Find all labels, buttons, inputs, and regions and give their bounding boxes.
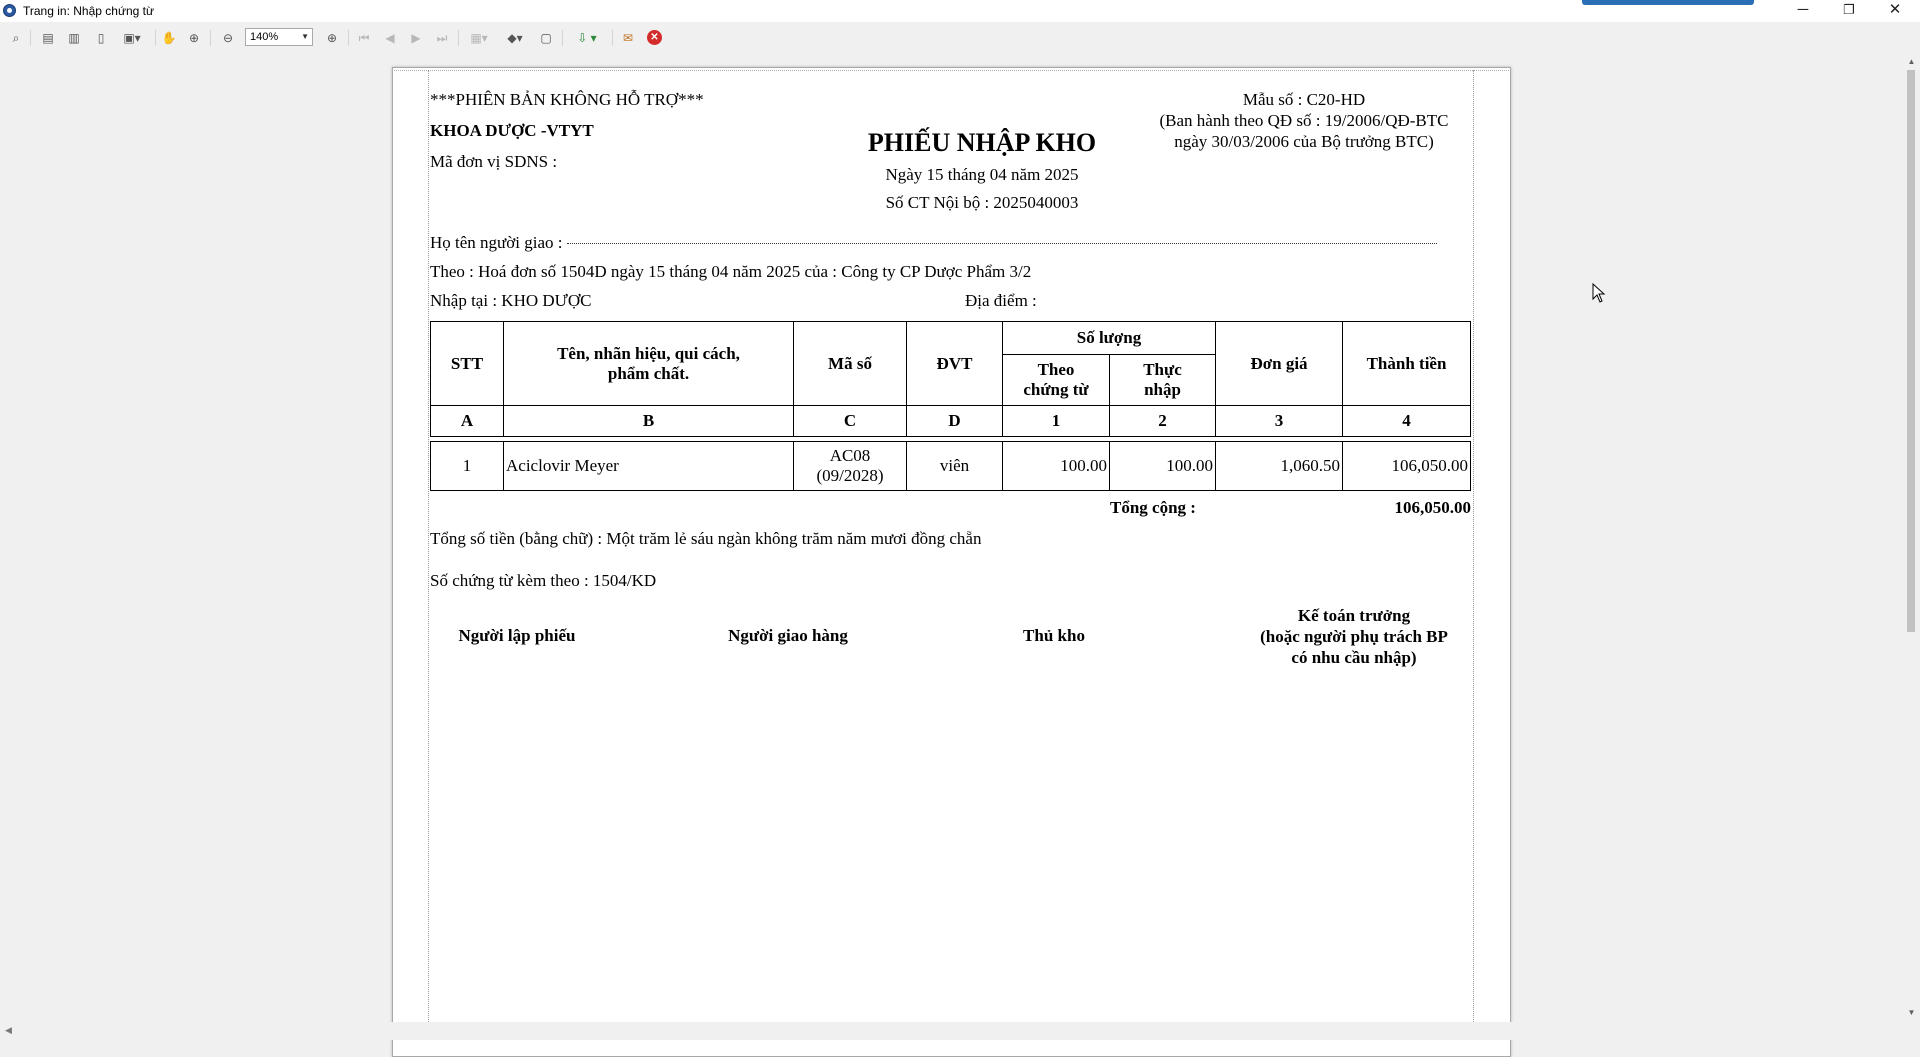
document-date: Ngày 15 tháng 04 năm 2025 <box>885 165 1079 184</box>
scroll-up-icon[interactable]: ▲ <box>1907 57 1916 66</box>
total-value: 106,050.00 <box>1394 498 1471 517</box>
table-row <box>431 442 1471 491</box>
close-button[interactable]: ✕ <box>1888 1 1902 18</box>
form-issued-line1: (Ban hành theo QĐ số : 19/2006/QĐ-BTC <box>1159 111 1449 130</box>
header-qty-by-document: Theo chứng từ <box>1003 355 1110 406</box>
first-page-icon[interactable]: ⏮ <box>358 30 370 45</box>
header-code: Mã số <box>794 322 907 406</box>
header-quantity: Số lượng <box>1003 322 1216 355</box>
table-index-row <box>431 406 1471 437</box>
email-icon[interactable]: ✉ <box>622 31 634 45</box>
scroll-left-icon[interactable]: ◀ <box>5 1025 12 1035</box>
vertical-scrollbar[interactable] <box>1903 54 1920 1022</box>
header-amount: Thành tiền <box>1343 322 1471 406</box>
header-unit: ĐVT <box>907 322 1003 406</box>
zoom-select[interactable] <box>245 28 313 46</box>
cell-code: AC08 (09/2028) <box>794 442 907 491</box>
watermark-icon[interactable]: ▢ <box>540 31 552 45</box>
print-page <box>392 67 1511 1057</box>
scrollbar-thumb[interactable] <box>1907 70 1915 632</box>
header-item-name: Tên, nhãn hiệu, qui cách, phẩm chất. <box>504 322 794 406</box>
index-cell: 1 <box>1003 406 1110 437</box>
zoom-in-icon[interactable]: ⊕ <box>188 31 200 45</box>
attached-documents: Số chứng từ kèm theo : 1504/KD <box>430 571 657 590</box>
title-bar <box>0 0 1920 22</box>
location-label: Địa điểm : <box>965 291 1037 310</box>
form-issued-line2: ngày 30/03/2006 của Bộ trưởng BTC) <box>1174 132 1434 151</box>
close-preview-icon[interactable]: ✕ <box>647 30 662 45</box>
quick-print-icon[interactable]: ▥ <box>68 31 80 45</box>
restore-button[interactable]: ❐ <box>1843 2 1855 17</box>
zoom-in-icon[interactable]: ⊕ <box>326 31 338 45</box>
toolbar-separator <box>562 30 563 46</box>
zoom-out-icon[interactable]: ⊖ <box>222 31 234 45</box>
page-setup-icon[interactable]: ▯ <box>97 31 105 45</box>
color-icon[interactable]: ◆▾ <box>507 31 523 45</box>
total-label: Tổng cộng : <box>1110 498 1196 517</box>
cell-qty-actual: 100.00 <box>1110 442 1216 491</box>
table-header-row <box>431 322 1471 355</box>
amount-in-words: Tổng số tiền (bằng chữ) : Một trăm lẻ sáu ngàn không trăm năm mươi đồng chẵn <box>430 529 982 548</box>
deliverer-label: Họ tên người giao : <box>430 233 563 252</box>
index-cell: 2 <box>1110 406 1216 437</box>
mouse-cursor-icon <box>1592 283 1606 303</box>
cell-item-name: Aciclovir Meyer <box>504 442 794 491</box>
index-cell: D <box>907 406 1003 437</box>
toolbar-separator <box>155 30 156 46</box>
form-number: Mẫu số : C20-HD <box>1242 90 1366 109</box>
header-stt: STT <box>431 322 504 406</box>
unsupported-notice: ***PHIÊN BẢN KHÔNG HỖ TRỢ*** <box>430 90 704 109</box>
multipage-icon[interactable]: ▦▾ <box>470 31 488 45</box>
zoom-value: 140% <box>250 31 279 43</box>
print-icon[interactable]: ▤ <box>42 31 54 45</box>
toolbar-separator <box>30 30 31 46</box>
scroll-down-icon[interactable]: ▼ <box>1907 1008 1916 1017</box>
signature-storekeeper: Thủ kho <box>1023 626 1085 645</box>
header-unit-price: Đơn giá <box>1216 322 1343 406</box>
document-title: PHIẾU NHẬP KHO <box>867 128 1097 157</box>
toolbar-separator <box>458 30 459 46</box>
cell-amount: 106,050.00 <box>1343 442 1471 491</box>
cell-unit-price: 1,060.50 <box>1216 442 1343 491</box>
last-page-icon[interactable]: ⏭ <box>436 30 448 45</box>
index-cell: 3 <box>1216 406 1343 437</box>
signature-chief-accountant: Kế toán trưởng (hoặc người phụ trách BP có nhu cầu nhập) <box>1260 606 1448 667</box>
deliverer-dotted-line <box>567 243 1437 244</box>
toolbar-separator <box>348 30 349 46</box>
index-cell: 4 <box>1343 406 1471 437</box>
app-icon <box>3 4 16 17</box>
internal-number: Số CT Nội bộ : 2025040003 <box>885 193 1079 212</box>
index-cell: A <box>431 406 504 437</box>
binoculars-icon[interactable]: ⌕ <box>12 30 20 45</box>
hand-tool-icon[interactable]: ✋ <box>161 31 177 45</box>
cell-unit: viên <box>907 442 1003 491</box>
cell-qty-by-document: 100.00 <box>1003 442 1110 491</box>
horizontal-scrollbar[interactable] <box>0 1022 1920 1040</box>
export-file-icon[interactable]: ⇩ ▾ <box>577 31 597 45</box>
signature-preparer: Người lập phiếu <box>458 626 576 645</box>
signature-deliverer: Người giao hàng <box>728 626 848 645</box>
margin-guide <box>428 70 429 1034</box>
index-cell: B <box>504 406 794 437</box>
margin-guide <box>1473 70 1474 1034</box>
cell-stt: 1 <box>431 442 504 491</box>
minimize-button[interactable]: ─ <box>1797 1 1809 18</box>
prev-page-icon[interactable]: ◀ <box>385 31 395 45</box>
export-icon[interactable]: ▣▾ <box>123 31 141 45</box>
window-title: Trang in: Nhập chứng từ <box>23 4 155 18</box>
next-page-icon[interactable]: ▶ <box>411 31 421 45</box>
index-cell: C <box>794 406 907 437</box>
margin-guide <box>392 70 1511 71</box>
chevron-down-icon: ▼ <box>301 32 309 41</box>
header-qty-actual: Thực nhập <box>1110 355 1216 406</box>
items-table <box>430 321 1471 491</box>
toolbar-separator <box>210 30 211 46</box>
unit-code-label: Mã đơn vị SDNS : <box>430 152 558 171</box>
toolbar-separator <box>612 30 613 46</box>
department-name: KHOA DƯỢC -VTYT <box>430 121 594 140</box>
title-accent-bar <box>1582 0 1754 5</box>
invoice-line: Theo : Hoá đơn số 1504D ngày 15 tháng 04 năm 2025 của : Công ty CP Dược Phẩm 3/2 <box>430 262 1032 281</box>
warehouse-line: Nhập tại : KHO DƯỢC <box>430 291 592 310</box>
